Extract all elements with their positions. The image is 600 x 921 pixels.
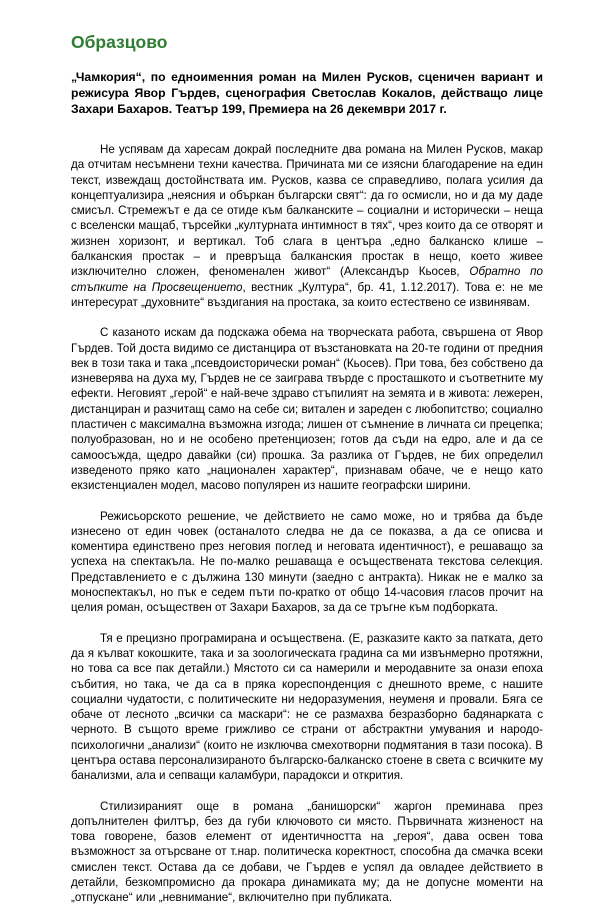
paragraph-4: Тя е прецизно програмирана и осъществена. (Е, разказите както за патката, дето да я кълват кокошките, така и за зоологическата градина са ми извънмерно протяжни, но това са все пак детайли.) Мястото си са намерили и меродавните за онази епоха събития, но така, че да са в пряка кореспонденция с днешното време, с нашите социални чудатости, с политическите ни недоразумения, неуменя и провали. Бяга се обаче от лесното „всички са маскари“: не се размахва безразборно бадянарката с черното. В същото време грижливо се страни от абстрактни умувания и народо-психологични „анализи“ (които не изключва смехотворни подмятания в тази посока). В центъра остава персонализираното българско-балканско стоене в света с всичките му банализми, ала и сепващи каламбури, парадокси и открития. [71,631,543,783]
paragraph-1 [71,142,543,310]
article-body [71,142,543,921]
article-subtitle: „Чамкория“, по едноименния роман на Милен Русков, сценичен вариант и режисура Явор Гърдев, сценография Светослав Кокалов, действащо лице Захари Бахаров. Театър 199, Премиера на 26 декември 2017 г. [71,70,543,116]
paragraph-1-text: Не успявам да харесам докрай последните два романа на Милен Русков, макар да отчитам несъмнени техни качества. Причината ми се изясни благодарение на един текст, извеждащ достойнствата им. Русков, казва се справедливо, полага усилия да концептуализира „неясния и объркан български свят“: да го осмисли, но и да му даде смисъл. Стремежът е да се отиде към балканските – социални и исторически – неща с вселенски мащаб, търсейки „културната интимност в тях“, чрез които да се отворят и жизнен хоризонт, и вертикал. Тоб слага в центъра „едно балканско клише – балканския простак – и превръща балканския простак в нещо, което живее изключително сложен, феноменален живот“ (Александър Кьосев, [71,143,543,279]
paragraph-3: Режисьорското решение, че действието не само може, но и трябва да бъде изнесено от един човек (останалото следва не да се показва, а да се описва и коментира единствено през неговия поглед и неговата идентичност), е решаващо за успеха на спектакъла. Не по-малко решаваща е осъществената текстова селекция. Представлението е с дължина 130 минути (заедно с антракта). Никак не е малко за моноспектакъл, но пък е седем пъти по-кратко от общо 14-часовия гласов прочит на целия роман, осъществен от Захари Бахаров, за да се тръгне към подборката. [71,509,543,615]
paragraph-5: Стилизираният още в романа „банишорски“ жаргон преминава през допълнителен филтър, без да губи ключовото си място. Първичната жизненост на това говорене, базов елемент от идентичността на „героя“, дава освен това възможност за отърсване от т.нар. политическа коректност, способна да смачка всеки смислен текст. Остава да се добави, че Гърдев е успял да овладее действието в детайли, безкомпромисно да прокара динамиката му; да не допусне моменти на „отпускане“ или „невнимание“, включително при публиката. [71,799,543,905]
section-title: Образцово [71,32,168,52]
paragraph-2: С казаното искам да подскажа обема на творческата работа, свършена от Явор Гърдев. Той доста видимо се дистанцира от възстановката на 20-те години от предния век в този така и така „псевдоисторически роман“ (Кьосев). При това, без собствено да изневерява на духа му, Гърдев не се заиграва твърде с просташкото и съответните му ефекти. Неговият „герой“ е най-вече здраво стъпилият на земята и в живота: лежерен, дистанциран и разчитащ само на себе си; витален и зареден с любопитство; социално пластичен с максимална възможна изгода; лишен от съмнение в личната си прецепка; полуобразован, но и не особено претенциозен; готов да съди на едро, але и да се самоосъжда, щедро давайки (си) прошка. За разлика от Гърдев, не бих определил изведеното пряко като „национален характер“, признавам обаче, че е нещо като екзистенциален модел, масово популярен из нашите географски ширини. [71,326,543,493]
cited-article-title: Обратно по стъпките на Просвещението [71,265,543,294]
paragraph-1-text-end: , вестник „Култура“, бр. 41, 1.12.2017). Това е: не ме интересурат „духовните“ въздигания на простака, за които естествено се извинявам. [71,280,543,309]
